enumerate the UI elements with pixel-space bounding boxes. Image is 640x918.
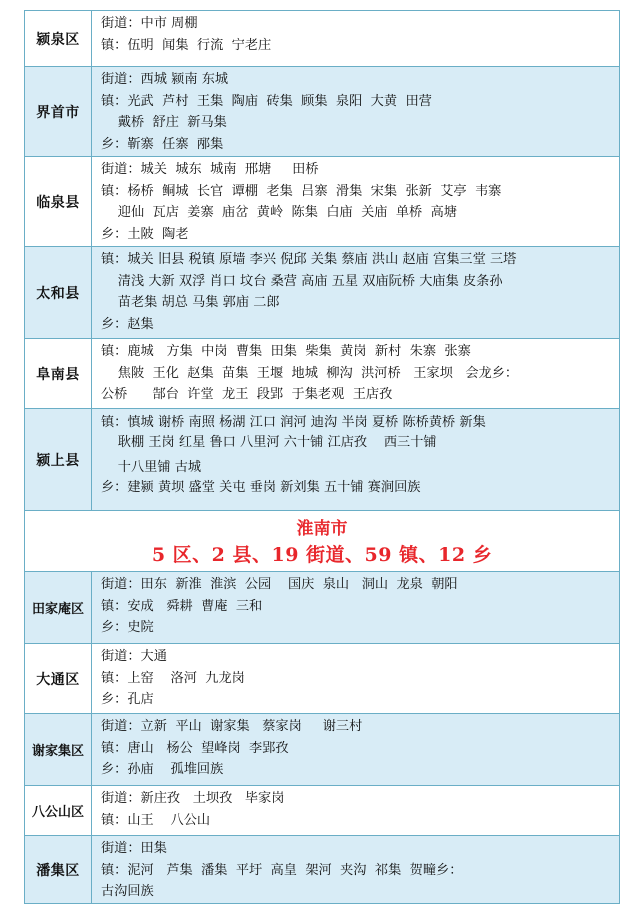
county-divisions <box>92 644 619 713</box>
division-line: 十八里铺 古城 <box>101 460 202 476</box>
division-line: 街道：中市 周棚 <box>101 16 198 31</box>
division-line: 镇：光武 芦村 王集 陶庙 砖集 顾集 泉阳 大黄 田营 <box>101 93 432 109</box>
table-row <box>25 157 619 247</box>
division-line: 乡：建颍 黄坝 盛堂 关屯 垂岗 新刘集 五十铺 赛涧回族 <box>101 479 421 495</box>
division-line: 耿棚 王岗 红星 鲁口 八里河 六十铺 江店孜 西三十铺 <box>101 434 437 450</box>
table-row <box>25 247 619 339</box>
division-line: 镇：安成 舜耕 曹庵 三和 <box>101 598 263 614</box>
county-name: 阜南县 <box>25 339 92 408</box>
division-line: 镇：鹿城 方集 中岗 曹集 田集 柴集 黄岗 新村 朱寨 张寨 <box>101 344 471 359</box>
city-header <box>25 511 619 572</box>
division-line: 镇：泥河 芦集 潘集 平圩 高皇 架河 夹沟 祁集 贺疃乡： <box>101 862 463 878</box>
division-line: 街道：西城 颍南 东城 <box>101 72 229 87</box>
table-row <box>25 11 619 67</box>
division-line: 街道：田东 新淮 淮滨 公园 国庆 泉山 洞山 龙泉 朝阳 <box>101 577 458 592</box>
division-line: 镇：上窑 洛河 九龙岗 <box>101 670 245 686</box>
table-row <box>25 572 619 644</box>
division-line: 镇：伍明 闻集 行流 宁老庄 <box>101 37 272 53</box>
division-line: 镇：山王 八公山 <box>101 812 211 828</box>
division-line: 焦陂 王化 赵集 苗集 王堰 地城 柳沟 洪河桥 王家坝 会龙乡： <box>101 365 519 381</box>
county-name: 颍泉区 <box>25 11 92 66</box>
county-name: 界首市 <box>25 67 92 156</box>
county-divisions <box>92 339 619 408</box>
division-line: 镇：唐山 杨公 望峰岗 李郢孜 <box>101 740 289 756</box>
county-divisions <box>92 572 619 643</box>
division-line: 戴桥 舒庄 新马集 <box>101 115 227 131</box>
division-line: 镇：慎城 谢桥 南照 杨湖 江口 润河 迪沟 半岗 夏桥 陈桥黄桥 新集 <box>101 415 486 430</box>
county-name: 八公山区 <box>25 786 92 835</box>
county-divisions <box>92 11 619 66</box>
county-name: 大通区 <box>25 644 92 713</box>
division-line: 乡：孔店 <box>101 692 154 708</box>
division-line: 苗老集 胡总 马集 郭庙 二郎 <box>101 295 280 311</box>
city-title: 淮南市 <box>296 519 348 539</box>
county-divisions <box>92 836 619 903</box>
table-row <box>25 339 619 409</box>
county-divisions <box>92 67 619 156</box>
county-divisions <box>92 409 619 510</box>
division-line: 清浅 大新 双浮 肖口 坟台 桑营 高庙 五星 双庙阮桥 大庙集 皮条孙 <box>101 273 503 289</box>
division-line: 乡：土陂 陶老 <box>101 226 189 242</box>
county-divisions <box>92 714 619 785</box>
division-line: 镇：城关 旧县 税镇 原墙 李兴 倪邱 关集 蔡庙 洪山 赵庙 宫集三堂 三塔 <box>101 252 517 267</box>
table-row <box>25 67 619 157</box>
division-line: 街道：大通 <box>101 649 167 664</box>
division-line: 镇：杨桥 鲖城 长官 谭棚 老集 吕寨 滑集 宋集 张新 艾亭 韦寨 <box>101 183 502 199</box>
county-name: 太和县 <box>25 247 92 338</box>
county-name: 临泉县 <box>25 157 92 246</box>
county-name: 颍上县 <box>25 409 92 510</box>
table-row <box>25 714 619 786</box>
county-name: 潘集区 <box>25 836 92 903</box>
division-line: 街道：田集 <box>101 841 167 856</box>
division-line: 迎仙 瓦店 姜寨 庙岔 黄岭 陈集 白庙 关庙 单桥 高塘 <box>101 205 457 221</box>
county-divisions <box>92 247 619 338</box>
division-line: 街道：城关 城东 城南 邢塘 田桥 <box>101 162 319 177</box>
division-line: 街道：新庄孜 土坝孜 毕家岗 <box>101 791 285 806</box>
table-row <box>25 786 619 836</box>
county-divisions <box>92 786 619 835</box>
city-stats: 5 区、2 县、19 街道、59 镇、12 乡 <box>151 544 493 566</box>
county-name: 田家庵区 <box>25 572 92 643</box>
division-line: 古沟回族 <box>101 884 154 900</box>
division-line: 乡：赵集 <box>101 316 154 332</box>
division-line: 乡：孙庙 孤堆回族 <box>101 762 224 778</box>
table-row <box>25 644 619 714</box>
county-divisions <box>92 157 619 246</box>
admin-division-table <box>24 10 620 904</box>
division-line: 公桥 郜台 许堂 龙王 段郢 于集老观 王店孜 <box>101 387 393 403</box>
county-name: 谢家集区 <box>25 714 92 785</box>
division-line: 乡：史院 <box>101 620 154 636</box>
division-line: 乡：靳寨 任寨 邴集 <box>101 136 224 152</box>
table-row <box>25 409 619 511</box>
table-row <box>25 836 619 904</box>
division-line: 街道：立新 平山 谢家集 蔡家岗 谢三村 <box>101 719 363 734</box>
